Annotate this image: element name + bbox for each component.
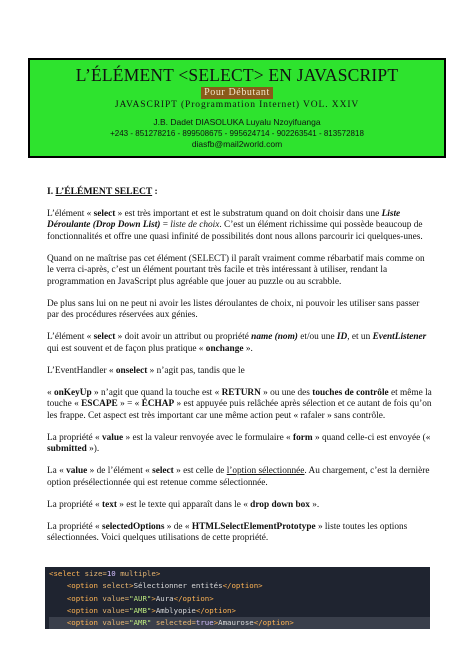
section-heading: I. L’ÉLÉMENT SELECT :: [47, 186, 158, 197]
series-line: JAVASCRIPT (Programmation Internet) VOL. XXIV: [114, 100, 360, 110]
code-line: <option value="AMR" selected=true>Amaurose</option>: [49, 617, 430, 629]
paragraph: La « value » de l’élément « select » est celle de l’option sélectionnée. Au chargement, c’est la dernière option présélectionnée qui est retenue comme sélectionnée.: [47, 466, 430, 488]
paragraph: L’élément « select » est très important et est le substratum quand on doit choisir dans une Liste Déroulante (Drop Down List) = liste de choix. C’est un élément richissime qui possède beaucoup de fonctionnalités et offre une quasi infinité de possibilités dont nous allons parcourir ici quelques-unes.: [47, 208, 423, 242]
paragraph: Quand on ne maîtrise pas cet élément (SELECT) il paraît vraiment comme rébarbatif mais comme on le verra ci-après, c’est un élément pourtant très facile et très intéressant à utiliser, rendant la programmation en JavaScript plus agréable que jouer au puzzle ou au scrabble.: [47, 253, 425, 287]
paragraph: L’élément « select » doit avoir un attribut ou propriété name (nom) et/ou une ID, et un EventListener qui est souvent et de façon plus pratique « onchange ».: [47, 332, 427, 354]
code-line: <option select>Sélectionner entités</option>: [66, 581, 263, 591]
code-line: <option value="AUR">Aura</option>: [66, 593, 214, 603]
code-line: <option value="AMB">Amblyopie</option>: [66, 605, 236, 615]
author-email: diasfb@mail2world.com: [191, 139, 283, 149]
paragraph: La propriété « value » est la valeur renvoyée avec le formulaire « form » quand celle-ci est envoyée (« submitted »).: [47, 432, 431, 454]
paragraph: L’EventHandler « onselect » n’agit pas, tandis que le: [47, 365, 245, 376]
paragraph: « onKeyUp » n’agit que quand la touche est « RETURN » ou une des touches de contrôle et même la touche « ESCAPE » = « ÉCHAP » est appuyée puis relâchée après sélection et ce autant de fois qu’on les frappe. Cet aspect est très important car une même action peut « rafaler » sans contrôle.: [47, 387, 432, 421]
document-title: L’ÉLÉMENT <SELECT> EN JAVASCRIPT: [75, 65, 399, 85]
document-body: [47, 186, 432, 555]
paragraph: La propriété « selectedOptions » de « HTMLSelectElementPrototype » liste toutes les options sélectionnées. Voici quelques utilisations de cette propriété.: [47, 521, 408, 543]
code-line: <select size=10 multiple>: [49, 569, 161, 578]
paragraph: La propriété « text » est le texte qui apparaît dans le « drop down box ».: [47, 499, 320, 510]
paragraph: De plus sans lui on ne peut ni avoir les listes déroulantes de choix, ni pouvoir les utiliser sans passer par des procédures réservées aux génies.: [47, 298, 420, 320]
author-name: J.B. Dadet DIASOLUKA Luyalu Nzoyifuanga: [153, 117, 321, 127]
title-banner: [28, 58, 446, 158]
phone-numbers: +243 - 851278216 - 899508675 - 995624714 - 902263541 - 813572818: [110, 129, 364, 138]
level-badge: Pour Débutant: [201, 87, 273, 99]
code-block: [45, 567, 430, 629]
